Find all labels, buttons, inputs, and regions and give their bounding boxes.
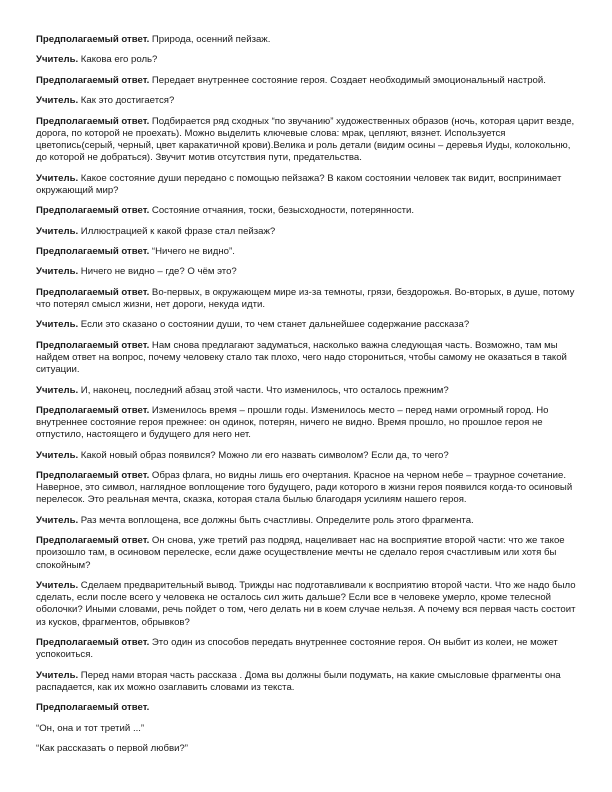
dialogue-paragraph — [36, 405, 582, 442]
paragraph-text: Передает внутреннее состояние героя. Создает необходимый эмоциональный настрой. — [149, 74, 546, 86]
dialogue-paragraph — [36, 319, 582, 331]
paragraph-text: Природа, осенний пейзаж. — [149, 34, 271, 45]
dialogue-paragraph — [36, 637, 582, 661]
paragraph-text: “Он, она и тот третий ...” — [36, 722, 145, 734]
speaker-label: Учитель. — [36, 95, 79, 107]
speaker-label: Предполагаемый ответ. — [36, 339, 150, 351]
dialogue-paragraph — [36, 173, 582, 197]
speaker-label: Учитель. — [36, 580, 79, 592]
dialogue-paragraph — [36, 226, 582, 238]
paragraph-text: Изменилось время – прошли годы. Изменилось место – перед нами огромный город. Но внутреннее состояние героя прежнее: он одинок, потерян, ничего не видно. Время прошло, но прошлое героя не отпустило, настоящего и будущего для него нет. — [36, 404, 549, 441]
speaker-label: Учитель. — [36, 514, 79, 526]
paragraph-text: “Как рассказать о первой любви?” — [36, 743, 188, 755]
dialogue-paragraph — [36, 95, 582, 107]
paragraph-text: Иллюстрацией к какой фразе стал пейзаж? — [78, 225, 276, 237]
speaker-label: Предполагаемый ответ. — [36, 535, 150, 547]
speaker-label: Учитель. — [36, 266, 79, 278]
dialogue-paragraph — [36, 54, 582, 66]
paragraph-text: Подбирается ряд сходных “по звучанию” художественных образов (ночь, которая царит везде, дорога, по которой не проехать). Можно выделить ключевые слова: мрак, цепляют, вязнет. Используется цветопись(серый, черный, цвет каракатичной крови).Велика и роль детали (видим осины – деревья Иуды, колокольню, до которой не добраться). Звучит мотив отсутствия пути, предательства. — [36, 115, 575, 164]
dialogue-paragraph — [36, 246, 582, 258]
dialogue-paragraph — [36, 385, 582, 397]
paragraph-text: Состояние отчаяния, тоски, безысходности, потерянности. — [149, 205, 415, 217]
paragraph-text: Образ флага, но видны лишь его очертания. Красное на черном небе – траурное сочетание. Наверное, это символ, наглядное воплощение того будущего, ради которого в жизни героя появился когда-то осиновый перелесок. Это реальная мечта, сказка, которая стала былью благодаря усилиям нашего героя. — [36, 470, 573, 506]
speaker-label: Учитель. — [36, 449, 79, 461]
paragraph-text: Это один из способов передать внутреннее состояние героя. Он выбит из колеи, не может успокоиться. — [36, 637, 558, 661]
dialogue-paragraph — [36, 580, 582, 629]
speaker-label: Предполагаемый ответ. — [36, 115, 150, 127]
speaker-label: Предполагаемый ответ. — [36, 205, 150, 217]
dialogue-paragraph — [36, 670, 582, 694]
document-page — [36, 34, 582, 763]
speaker-label: Предполагаемый ответ. — [36, 245, 150, 257]
paragraph-text: Перед нами вторая часть рассказа . Дома вы должны были подумать, на какие смысловые фрагменты она распадается, как их можно озаглавить словами из текста. — [36, 669, 561, 693]
dialogue-paragraph — [36, 340, 582, 377]
dialogue-paragraph — [36, 702, 582, 714]
speaker-label: Предполагаемый ответ. — [36, 74, 150, 86]
paragraph-text: Ничего не видно – где? О чём это? — [78, 266, 237, 278]
speaker-label: Учитель. — [36, 225, 79, 237]
paragraph-text: Какой новый образ появился? Можно ли его назвать символом? Если да, то чего? — [78, 449, 449, 461]
speaker-label: Предполагаемый ответ. — [36, 286, 150, 298]
dialogue-paragraph — [36, 450, 582, 462]
paragraph-text: Какова его роль? — [78, 54, 158, 66]
speaker-label: Учитель. — [36, 669, 79, 681]
paragraph-text: Раз мечта воплощена, все должны быть счастливы. Определите роль этого фрагмента. — [78, 514, 474, 526]
dialogue-paragraph — [36, 535, 582, 572]
speaker-label: Учитель. — [36, 384, 79, 396]
dialogue-paragraph — [36, 205, 582, 217]
quoted-title — [36, 723, 582, 735]
paragraph-text: Сделаем предварительный вывод. Трижды нас подготавливали к восприятию второй части. Что же надо было сделать, если после всего у человека не осталось сил жить дальше? Если все в человеке умерло, кроме телесной оболочки? Иными словами, речь пойдет о том, чего делать ни в коем случае нельзя. А почему вся первая часть состоит из кусков, фрагментов, обрывков? — [36, 580, 576, 628]
speaker-label: Предполагаемый ответ. — [36, 470, 150, 482]
speaker-label: Предполагаемый ответ. — [36, 404, 150, 416]
speaker-label: Учитель. — [36, 319, 79, 331]
quoted-title — [36, 743, 582, 755]
paragraph-text: Как это достигается? — [78, 95, 175, 107]
paragraph-text: Во-первых, в окружающем мире из-за темноты, грязи, бездорожья. Во-вторых, в душе, потому что потерял смысл жизни, нет дороги, некуда идти. — [36, 286, 575, 310]
dialogue-paragraph — [36, 287, 582, 311]
speaker-label: Предполагаемый ответ. — [36, 702, 150, 714]
paragraph-text: Какое состояние души передано с помощью пейзажа? В каком состоянии человек так видит, воспринимает окружающий мир? — [36, 172, 562, 196]
speaker-label: Учитель. — [36, 54, 79, 66]
dialogue-paragraph — [36, 515, 582, 527]
dialogue-paragraph — [36, 470, 582, 507]
paragraph-text: И, наконец, последний абзац этой части. Что изменилось, что осталось прежним? — [78, 384, 449, 396]
speaker-label: Предполагаемый ответ. — [36, 637, 150, 649]
dialogue-paragraph — [36, 34, 582, 46]
paragraph-text: Он снова, уже третий раз подряд, нацеливает нас на восприятие второй части: что же такое произошло там, в осиновом перелеске, если даже осуществление мечты не сделало героя счастливым или хотя бы спокойным? — [36, 535, 565, 571]
paragraph-text: Если это сказано о состоянии души, то чем станет дальнейшее содержание рассказа? — [78, 319, 470, 331]
dialogue-paragraph — [36, 75, 582, 87]
speaker-label: Предполагаемый ответ. — [36, 34, 150, 45]
dialogue-paragraph — [36, 266, 582, 278]
paragraph-text: “Ничего не видно”. — [149, 245, 235, 257]
dialogue-paragraph — [36, 116, 582, 165]
speaker-label: Учитель. — [36, 172, 79, 184]
paragraph-text: Нам снова предлагают задуматься, насколько важна следующая часть. Возможно, там мы найдем ответ на вопрос, почему человеку стало так плохо, чего надо сторониться, чтобы самому не оказаться в такой ситуации. — [36, 339, 567, 376]
